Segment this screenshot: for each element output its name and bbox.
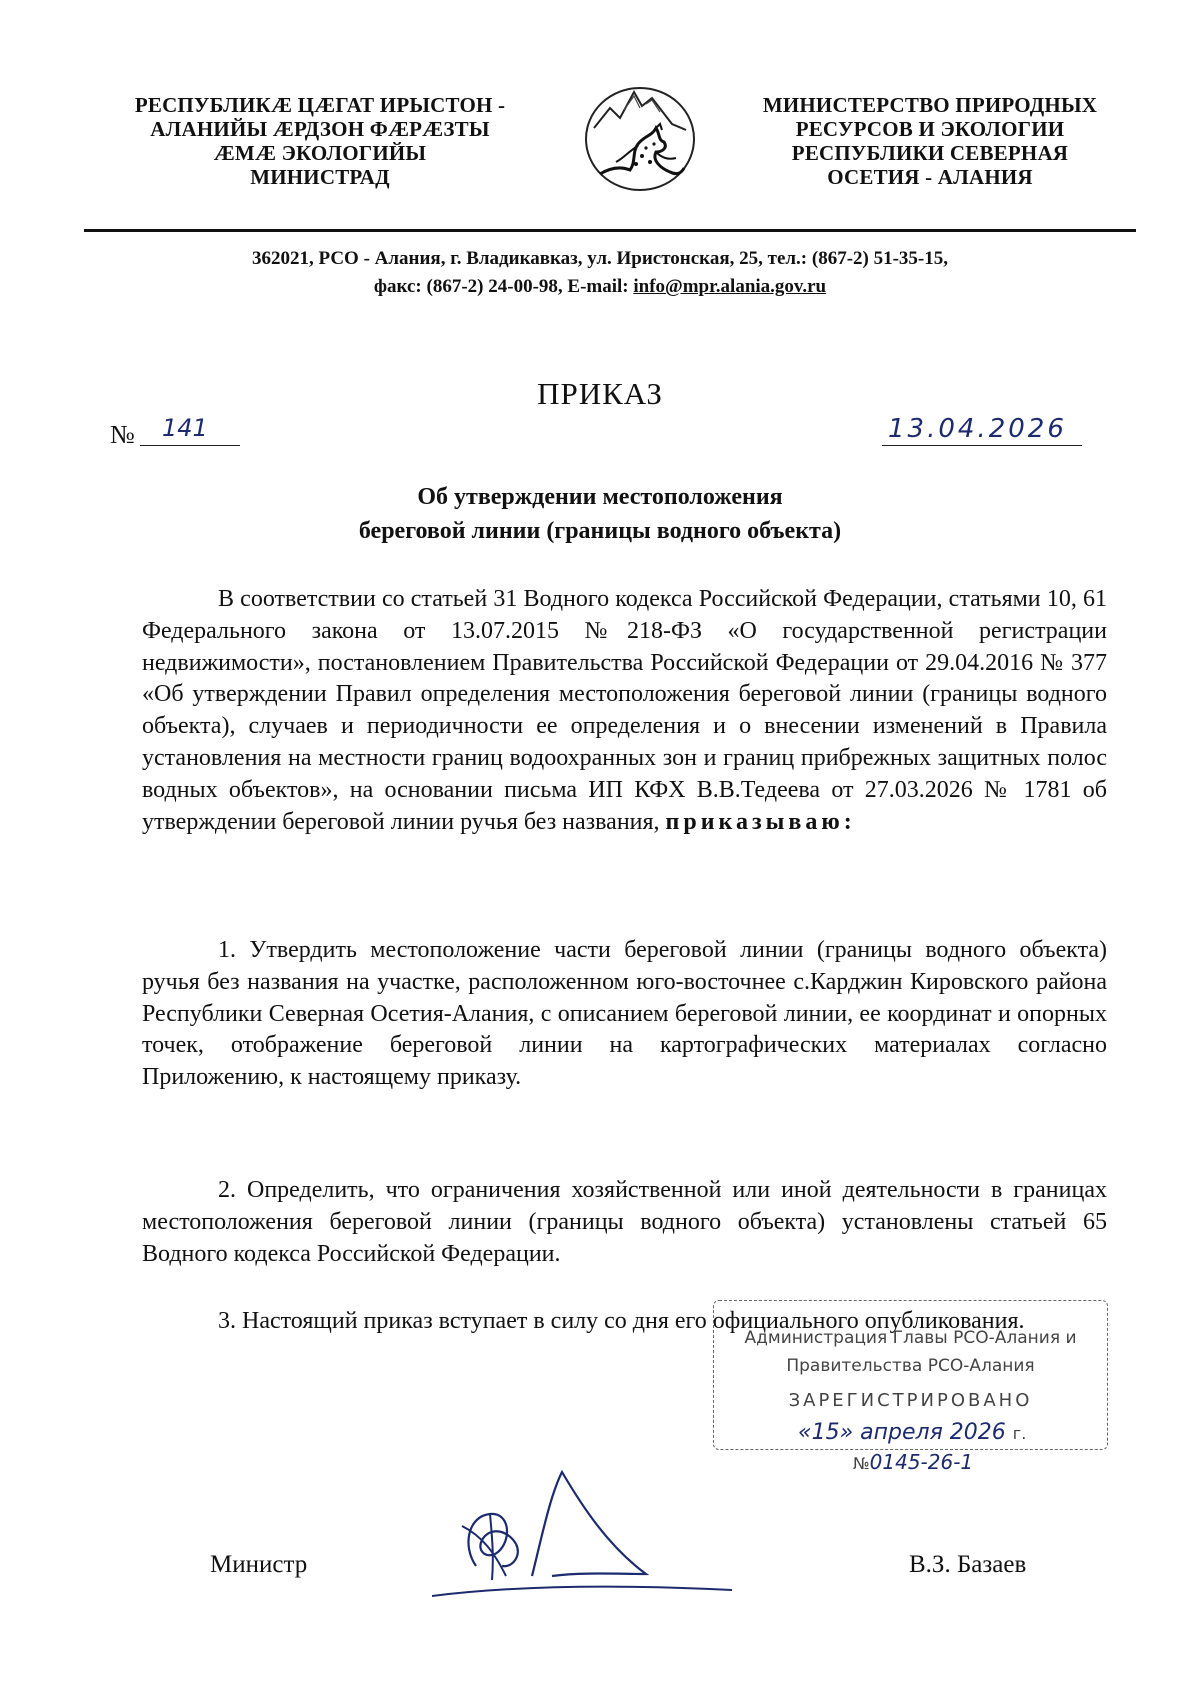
header-right-line: ОСЕТИЯ - АЛАНИЯ	[827, 165, 1033, 189]
header-ossetian-ministry-name	[100, 93, 540, 189]
contact-address	[0, 245, 1200, 301]
stamp-date-text: «15» апреля 2026	[798, 1420, 1006, 1445]
order-date: 13.04.2026	[888, 414, 1067, 444]
signatory-position: Министр	[210, 1551, 308, 1578]
header-right-line: РЕСПУБЛИКИ СЕВЕРНАЯ	[791, 141, 1069, 165]
registration-stamp	[713, 1300, 1108, 1474]
order-item-2: 2. Определить, что ограничения хозяйственной или иной деятельности в границах местоположения береговой линии (границы водного объекта) установлены статьей 65 Водного кодекса Российской Федерации.	[142, 1177, 1107, 1267]
stamp-date	[798, 1420, 1026, 1445]
stamp-line-1: Администрация Главы РСО-Алания и	[744, 1328, 1077, 1348]
header-left-line: МИНИСТРАД	[250, 165, 390, 189]
stamp-reg-value: 0145-26-1	[869, 1450, 974, 1474]
header-left-line: ӔМӔ ЭКОЛОГИЙЫ	[213, 141, 427, 165]
header-russian-ministry-name	[730, 93, 1130, 189]
address-line-1: 362021, РСО - Алания, г. Владикавказ, ул. Иристонская, 25, тел.: (867-2) 51-35-15,	[251, 248, 948, 269]
handwritten-signature	[432, 1456, 772, 1606]
header-right-line: МИНИСТЕРСТВО ПРИРОДНЫХ	[762, 93, 1098, 117]
order-date-underline	[882, 445, 1082, 446]
header-right-line: РЕСУРСОВ И ЭКОЛОГИИ	[795, 117, 1065, 141]
order-number-underline	[140, 445, 240, 446]
order-number-label: №	[110, 420, 135, 449]
fax-text: факс: (867-2) 24-00-98, E-mail:	[373, 276, 634, 297]
order-word: приказываю:	[665, 808, 856, 835]
stamp-year-suffix: г.	[1012, 1424, 1027, 1443]
order-number: 141	[162, 414, 208, 442]
document-title: ПРИКАЗ	[537, 376, 663, 411]
subject-line: Об утверждении местоположения	[417, 484, 783, 510]
header-left-line: АЛАНИЙЫ ӔРДЗОН ФӔРӔЗТЫ	[150, 117, 490, 141]
header-left-line: РЕСПУБЛИКӔ ЦӔГАТ ИРЫСТОН -	[134, 93, 506, 117]
stamp-line-2: Правительства РСО-Алания	[786, 1356, 1035, 1376]
header-divider	[84, 229, 1136, 232]
preamble-text: В соответствии со статьей 31 Водного кодекса Российской Федерации, статьями 10, 61 Федерального закона от 13.07.2015 №218-ФЗ «О государственной регистрации недвижимости», постановлением Правительства Российской Федерации от 29.04.2016 № 377 «Об утверждении Правил определения местоположения береговой линии (границы водного объекта), случаев и периодичности ее определения и о внесении изменений в Правила установления на местности границ водоохранных зон и границ прибрежных защитных полос водных объектов», на основании письма ИП КФХ В.В.Тедеева от 27.03.2026 № 1781 об утверждении береговой линии ручья без названия,	[142, 586, 1107, 835]
email-link[interactable]: info@mpr.alania.gov.ru	[633, 276, 827, 297]
order-item-1: 1. Утвердить местоположение части береговой линии (границы водного объекта) ручья без названия на участке, расположенном юго-восточнее с.Карджин Кировского района Республики Северная Осетия-Алания, с описанием береговой линии, ее координат и опорных точек, отображение береговой линии на картографических материалах согласно Приложению, к настоящему приказу.	[142, 937, 1107, 1091]
preamble-paragraph	[142, 584, 1107, 838]
stamp-registered: ЗАРЕГИСТРИРОВАНО	[788, 1390, 1033, 1411]
signatory-name: В.З. Базаев	[909, 1551, 1027, 1578]
subject-line: береговой линии (границы водного объекта)	[358, 518, 842, 544]
order-subject	[0, 480, 1200, 548]
coat-of-arms-emblem	[580, 84, 700, 194]
address-line-2	[0, 273, 1200, 301]
stamp-reg-label: №	[853, 1454, 870, 1473]
stamp-registration-number	[853, 1450, 973, 1474]
order-item-3: 3. Настоящий приказ вступает в силу со дня его официального опубликования.	[218, 1308, 1025, 1334]
